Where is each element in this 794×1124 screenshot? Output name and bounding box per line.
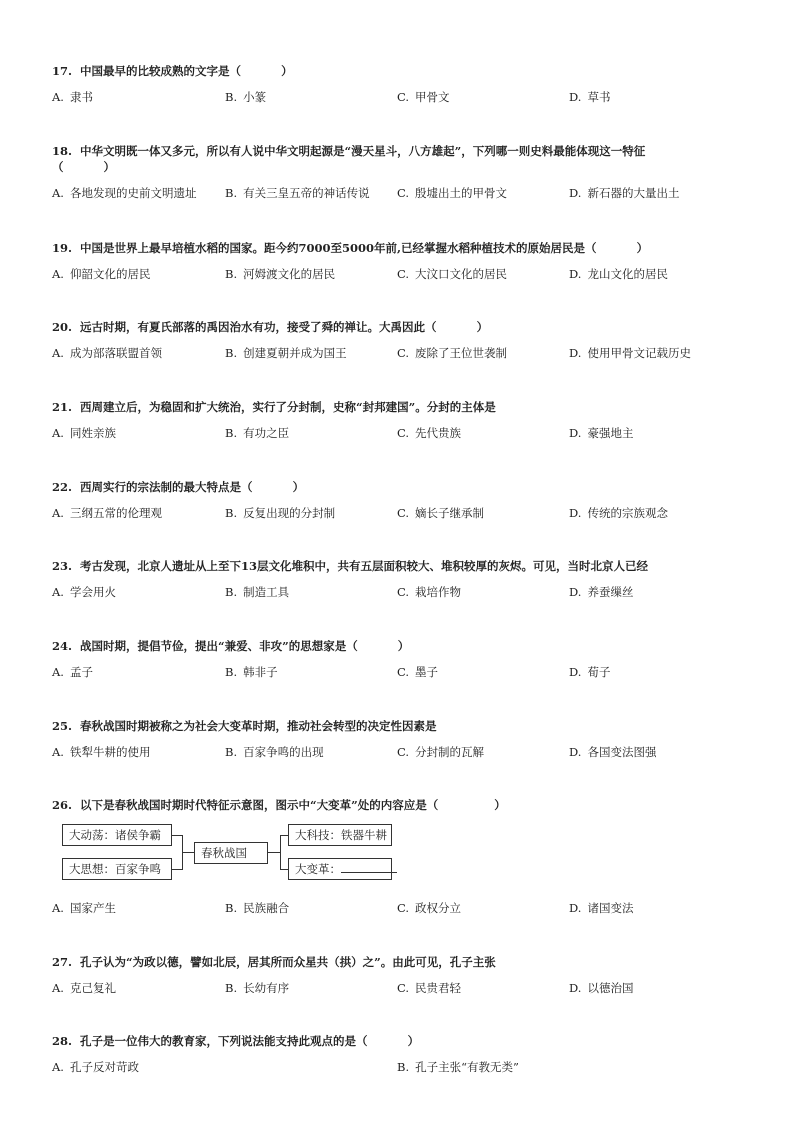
connector-line (280, 869, 288, 870)
question-stem: 27. 孔子认为“为政以德，譬如北辰，居其所而众星共（拱）之”。由此可见，孔子主张 (52, 955, 496, 969)
connector-line (280, 835, 281, 870)
option-a[interactable]: A. 学会用火 (52, 585, 116, 599)
question-stem: 22. 西周实行的宗法制的最大特点是（ ） (52, 480, 305, 494)
option-b[interactable]: B. 百家争鸣的出现 (225, 745, 324, 759)
option-b[interactable]: B. 反复出现的分封制 (225, 506, 336, 520)
question-18 (52, 143, 752, 201)
answer-blank (341, 860, 397, 873)
question-22 (52, 479, 752, 521)
option-a[interactable]: A. 同姓亲族 (52, 426, 116, 440)
question-stem: 17. 中国最早的比较成熟的文字是（ ） (52, 64, 293, 78)
options-row (52, 505, 752, 521)
options-row (52, 1059, 752, 1075)
option-b[interactable]: B. 有功之臣 (225, 426, 290, 440)
question-stem: 19. 中国是世界上最早培植水稻的国家。距今约7000至5000年前,已经掌握水稻种植技术的原始居民是（ ） (52, 241, 649, 255)
question-20 (52, 319, 752, 361)
diagram-box-center: 春秋战国 (194, 842, 268, 864)
option-c[interactable]: C. 嫡长子继承制 (397, 506, 485, 520)
connector-line (172, 869, 182, 870)
question-stem: 28. 孔子是一位伟大的教育家，下列说法能支持此观点的是（ ） (52, 1034, 420, 1048)
option-d[interactable]: D. 豪强地主 (569, 426, 634, 440)
option-a[interactable]: A. 克己复礼 (52, 981, 116, 995)
option-b[interactable]: B. 长幼有序 (225, 981, 290, 995)
options-row (52, 900, 752, 916)
option-d[interactable]: D. 龙山文化的居民 (569, 267, 668, 281)
connector-line (268, 852, 280, 853)
option-c[interactable]: C. 墨子 (397, 665, 439, 679)
option-c[interactable]: C. 大汶口文化的居民 (397, 267, 508, 281)
option-a[interactable]: A. 国家产生 (52, 901, 116, 915)
question-stem: 26. 以下是春秋战国时期时代特征示意图，图示中“大变革”处的内容应是（ ） (52, 798, 506, 812)
question-stem: 23. 考古发现，北京人遗址从上至下13层文化堆积中，共有五层面积较大、堆积较厚的灰烬。可见，当时北京人已经 (52, 559, 649, 573)
option-a[interactable]: A. 各地发现的史前文明遗址 (52, 186, 197, 200)
question-19 (52, 240, 752, 282)
option-a[interactable]: A. 仰韶文化的居民 (52, 267, 151, 281)
option-b[interactable]: B. 韩非子 (225, 665, 278, 679)
question-stem: 21. 西周建立后，为稳固和扩大统治，实行了分封制，史称“封邦建国”。分封的主体是 (52, 400, 496, 414)
option-d[interactable]: D. 以德治国 (569, 981, 634, 995)
connector-line (182, 852, 194, 853)
question-26 (52, 797, 752, 813)
option-d[interactable]: D. 各国变法图强 (569, 745, 657, 759)
option-c[interactable]: C. 殷墟出土的甲骨文 (397, 186, 508, 200)
diagram-box-right-top: 大科技：铁器牛耕 (288, 824, 392, 846)
option-b[interactable]: B. 民族融合 (225, 901, 290, 915)
option-d[interactable]: D. 使用甲骨文记载历史 (569, 346, 691, 360)
question-28 (52, 1033, 752, 1075)
option-b[interactable]: B. 小篆 (225, 90, 267, 104)
option-c[interactable]: C. 政权分立 (397, 901, 462, 915)
option-d[interactable]: D. 草书 (569, 90, 611, 104)
option-a[interactable]: A. 孟子 (52, 665, 93, 679)
options-row (52, 345, 752, 361)
option-a[interactable]: A. 孔子反对苛政 (52, 1060, 139, 1074)
option-a[interactable]: A. 成为部落联盟首领 (52, 346, 162, 360)
option-a[interactable]: A. 铁犁牛耕的使用 (52, 745, 151, 759)
question-25 (52, 718, 752, 760)
diagram-box-left-top: 大动荡：诸侯争霸 (62, 824, 172, 846)
options-row (52, 425, 752, 441)
options-row (52, 980, 752, 996)
option-d[interactable]: D. 养蚕缫丝 (569, 585, 634, 599)
option-a[interactable]: A. 三纲五常的伦理观 (52, 506, 162, 520)
option-c[interactable]: C. 先代贵族 (397, 426, 462, 440)
question-27 (52, 954, 752, 996)
question-26-options (52, 892, 752, 916)
options-row (52, 744, 752, 760)
question-21 (52, 399, 752, 441)
question-23 (52, 558, 752, 600)
option-c[interactable]: C. 甲骨文 (397, 90, 450, 104)
connector-line (172, 835, 182, 836)
question-stem: 20. 远古时期，有夏氏部落的禹因治水有功，接受了舜的禅让。大禹因此（ ） (52, 320, 489, 334)
question-24 (52, 638, 752, 680)
option-b[interactable]: B. 有关三皇五帝的神话传说 (225, 186, 370, 200)
option-a[interactable]: A. 隶书 (52, 90, 93, 104)
option-c[interactable]: C. 栽培作物 (397, 585, 462, 599)
question-17 (52, 63, 752, 105)
diagram-box-right-bottom (288, 858, 392, 880)
option-d[interactable]: D. 传统的宗族观念 (569, 506, 668, 520)
option-c[interactable]: C. 民贵君轻 (397, 981, 462, 995)
option-b[interactable]: B. 制造工具 (225, 585, 290, 599)
diagram-box-right-bottom-label: 大变革： (295, 862, 341, 876)
options-row (52, 185, 752, 201)
options-row (52, 89, 752, 105)
era-diagram (62, 822, 402, 886)
option-b[interactable]: B. 河姆渡文化的居民 (225, 267, 336, 281)
option-d[interactable]: D. 新石器的大量出土 (569, 186, 680, 200)
options-row (52, 664, 752, 680)
option-d[interactable]: D. 诸国变法 (569, 901, 634, 915)
diagram-box-left-bottom: 大思想：百家争鸣 (62, 858, 172, 880)
option-c[interactable]: C. 分封制的瓦解 (397, 745, 485, 759)
option-b[interactable]: B. 孔子主张“有教无类” (397, 1060, 519, 1074)
options-row (52, 266, 752, 282)
option-d[interactable]: D. 荀子 (569, 665, 611, 679)
question-stem: 18. 中华文明既一体又多元，所以有人说中华文明起源是“漫天星斗，八方雄起”，下列哪一则史料最能体现这一特征 （ ） (52, 144, 646, 174)
question-stem: 24. 战国时期，提倡节俭，提出“兼爱、非攻”的思想家是（ ） (52, 639, 410, 653)
options-row (52, 584, 752, 600)
option-b[interactable]: B. 创建夏朝并成为国王 (225, 346, 347, 360)
question-stem: 25. 春秋战国时期被称之为社会大变革时期，推动社会转型的决定性因素是 (52, 719, 437, 733)
option-c[interactable]: C. 废除了王位世袭制 (397, 346, 508, 360)
connector-line (280, 835, 288, 836)
